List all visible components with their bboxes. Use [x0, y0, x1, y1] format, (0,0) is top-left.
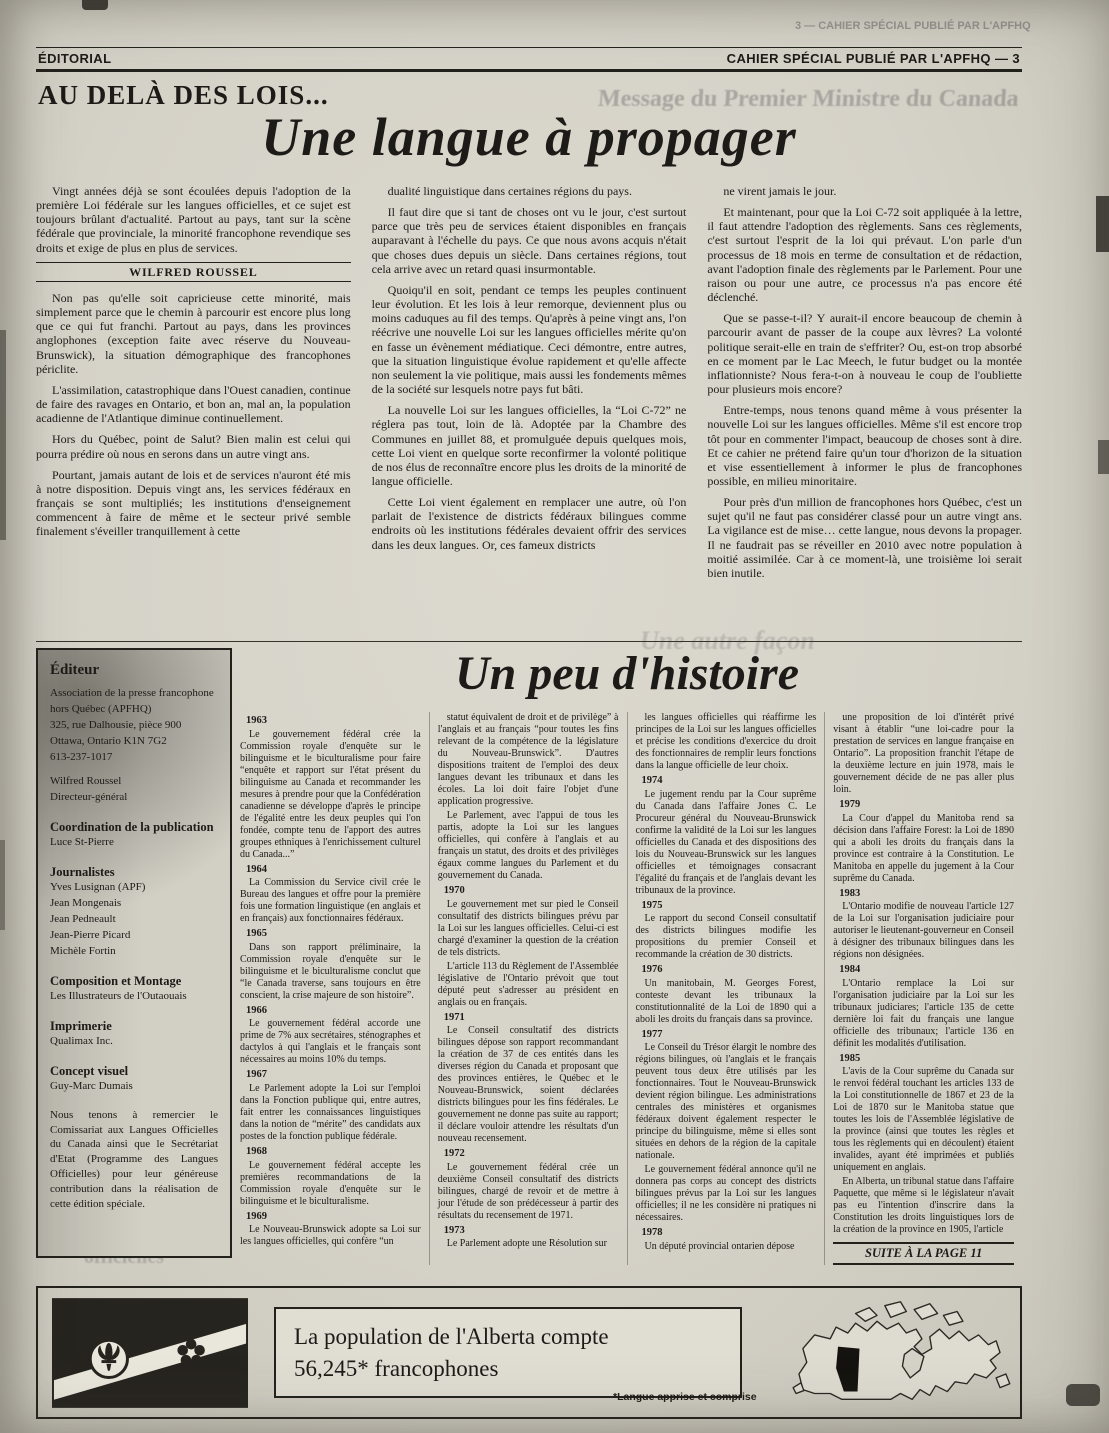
masthead — [36, 47, 1022, 72]
year-label: 1978 — [641, 1227, 663, 1239]
population-line-1: La population de l'Alberta compte — [294, 1324, 609, 1350]
population-banner — [36, 1286, 1022, 1419]
scan-artifact — [1098, 440, 1109, 474]
ghost-bleedthrough-text: Une autre façon — [640, 626, 815, 655]
history-column-1 — [232, 712, 429, 1265]
entry-text: Le gouvernement fédéral annonce qu'il ne donnera pas corps au concept des districts bilingues prévus par la Loi sur les langues officielles; il ne les considère ni pratiques ni nécessaires. — [635, 1164, 817, 1224]
entry-text: Le gouvernement fédéral crée un deuxième Conseil consultatif des districts bilingues, chargé de revoir et de mettre à jour l'étude de son prédécesseur à partir des résultats du recensement de 1971. — [437, 1161, 619, 1221]
entry-text: Le gouvernement fédéral accepte les premières recommandations de la Commission royale d'enquête sur le bilinguisme et le biculturalisme. — [240, 1159, 421, 1207]
year-label: 1963 — [246, 715, 267, 726]
population-text-panel — [274, 1307, 742, 1397]
year-label: 1975 — [641, 899, 663, 911]
history-entry — [438, 961, 619, 1009]
publisher-line: Directeur-général — [50, 791, 128, 804]
history-entry — [636, 1227, 817, 1253]
history-entry — [240, 864, 421, 926]
entry-text: Le gouvernement fédéral accorde une prime de 7% aux secrétaires, sténographes et dactylos à qui l'anglais et le français sont nécessaires au moins 10% du temps. — [240, 1018, 421, 1066]
history-entry — [833, 1176, 1014, 1236]
publisher-box — [36, 648, 232, 1258]
history-entry — [636, 1029, 817, 1163]
scan-artifact — [0, 330, 6, 540]
entry-text: Le Nouveau-Brunswick adopte sa Loi sur les langues officielles, qui confère “un — [240, 1224, 421, 1248]
publisher-line: Nous tenons à remercier le Comissariat aux Langues Officielles du Canada ainsi que le Secrétariat d'Etat (Programme des Langues Officielles) pour leur généreuse contribution dans la réalisation de cette édition spéciale. — [50, 1108, 218, 1210]
entry-text: statut équivalent de droit et de privilège” à l'anglais et au français “pour toutes les fins relevant de la compétence de la législature du Nouveau-Brunswick”. D'autres dispositions traitent de l'emploi des deux langues devant les tribunaux et dans les écoles. La loi doit faire l'objet d'une application progressive. — [437, 712, 619, 807]
entry-text: En Alberta, un tribunal statue dans l'affaire Paquette, que même si le législateur n'avait pas eu l'intention d'inscrire dans la Constitution les droits linguistiques lors de la création de la province en 1905, l'article — [833, 1176, 1014, 1236]
history-entry — [438, 1225, 619, 1251]
entry-text: Dans son rapport préliminaire, la Commission royale d'enquête sur le bilinguisme et le biculturalisme conclut que “le Canada traverse, sans toujours en être conscient, la crise majeure de son histoire”. — [240, 941, 421, 1001]
paragraph: Pour près d'un million de francophones hors Québec, c'est un sujet qu'il ne faut pas considérer classé pour un autre vingt ans. La vigilance est de mise… cette langue, nous devons la propager. Il ne faudrait pas se réveiller en 2010 avec notre population à moitié assimilée. Car à ce moment-là, une troisième loi serait bien inutile. — [707, 495, 1023, 580]
publisher-line: Éditeur — [50, 662, 100, 678]
paragraph: Il faut dire que si tant de choses ont vu le jour, c'est surtout parce que très peu de services étaient disponibles en français auparavant à l'échelle du pays. Ce que nous avons acquis n'était que choses dues depuis un siècle. Dans certaines régions, tout cela arrive avec un retard quasi insurmontable. — [371, 205, 687, 276]
history-entry — [438, 885, 619, 959]
history-column-4 — [824, 712, 1022, 1265]
paragraph: Pourtant, jamais autant de lois et de services n'auront été mis à notre disposition. Depuis vingt ans, les services fédéraux en français se sont multipliés; les institutions d'enseignement commencent à faire de même et le secteur privé semble finalement s'éveiller tranquillement à cette — [36, 467, 351, 539]
entry-text: Le Conseil du Trésor élargit le nombre des régions bilingues, où l'anglais et le français peuvent tous deux être utilisés par les fonctionnaires. Tout le Nouveau-Brunswick devient région bilingue. Les administrations centrales des ministères et organismes fédéraux doivent également respecter le principe du bilinguisme, même si elles sont situées en dehors de la région de la capitale nationale. — [635, 1042, 817, 1162]
editorial-column-2 — [372, 184, 687, 587]
editorial-body — [36, 184, 1022, 587]
paragraph: Vingt années déjà se sont écoulées depuis l'adoption de la première Loi fédérale sur les langues officielles, et ce sujet est toujours brûlant d'actualité. Partout au pays, tant sur la scène fédérale que provinciale, la minorité francophone revendique ses droits et exige de plus en plus de services. — [36, 184, 351, 255]
paragraph-list — [36, 291, 351, 539]
publisher-line: Michèle Fortin — [50, 945, 116, 957]
paragraph: Entre-temps, nous tenons quand même à vous présenter la nouvelle Loi sur les langues officielles. Même s'il est encore trop tôt pour en commenter l'impact, beaucoup de choses sont à dire. Et ce cahier ne prétend faire qu'un tour d'horizon de la situation et vise essentiellement à informer le plus de francophones possible, en milieu minoritaire. — [707, 403, 1023, 488]
paragraph: Quoiqu'il en soit, pendant ce temps les peuples continuent leur évolution. Et les lois à leur remorque, deviennent plus ou moins caduques au fil des temps. Qu'après à peine vingt ans, l'on réécrive une nouvelle Loi sur les langues officielles mérite qu'on en fasse un évènement médiatique. Ceci démontre, entre autres, que la situation linguistique évolue rapidement et qu'elle affecte non seulement la vie politique, mais aussi les fondements mêmes de la société sur lesquels notre pays fut bâti. — [371, 282, 687, 397]
year-label: 1979 — [839, 799, 861, 810]
history-entry — [636, 775, 817, 897]
publisher-line: Composition et Montage — [50, 973, 182, 988]
publisher-line: Yves Lusignan (APF) — [50, 881, 146, 894]
history-entry — [240, 1005, 421, 1067]
year-label: 1976 — [641, 964, 663, 976]
continued-on-page-note: SUITE À LA PAGE 11 — [833, 1242, 1014, 1265]
entry-text: Le jugement rendu par la Cour suprême du Canada dans l'affaire Jones C. Le Procureur général du Nouveau-Brunswick confirme la validité de la Loi sur les langues officielles du Canada et des dispositions des lois du Nouveau-Brunswick sur les langues officielles et témoignages consacrant l'égalité du français et de l'anglais devant les tribunaux de la province. — [635, 788, 817, 896]
year-label: 1977 — [641, 1028, 663, 1040]
history-column-2 — [429, 712, 627, 1265]
publisher-line: Les Illustrateurs de l'Outaouais — [50, 989, 187, 1002]
year-label: 1972 — [443, 1148, 465, 1160]
publisher-line: Luce St-Pierre — [50, 836, 114, 849]
entry-text: Le gouvernement met sur pied le Conseil consultatif des districts bilingues prévu par la Loi sur les langues officielles. Celui-ci est chargé d'examiner la question de la création de tels districts. — [437, 898, 619, 958]
cahier-label: CAHIER SPÉCIAL PUBLIÉ PAR L'APFHQ — 3 — [726, 51, 1020, 66]
year-label: 1973 — [443, 1224, 465, 1236]
publisher-line: Concept visuel — [50, 1063, 129, 1078]
scan-artifact — [1096, 196, 1109, 252]
year-label: 1984 — [839, 964, 861, 976]
entry-text: Le Parlement adopte la Loi sur l'emploi dans la Fonction publique qui, entre autres, fait entrer les connaissances linguistiques dans la notion de “mérite” des candidats aux postes de la fonction publique fédérale. — [240, 1082, 421, 1142]
history-entry — [240, 1069, 421, 1143]
history-entry — [240, 715, 421, 861]
entry-text: Le Parlement adopte une Résolution sur — [446, 1238, 607, 1250]
publisher-line: Guy-Marc Dumais — [50, 1079, 133, 1092]
entry-text: Le Parlement, avec l'appui de tous les partis, adopte la Loi sur les langues officielles, qui confère à l'anglais et au français un statut, des droits et des privilèges égaux comme langues du Parlement et du gouvernement du Canada. — [437, 810, 619, 881]
history-entry — [438, 1012, 619, 1146]
ghost-bleedthrough-headline: Message du Premier Ministre du Canada — [597, 86, 1020, 112]
publisher-line — [50, 765, 218, 774]
editorial-column-1 — [36, 184, 351, 587]
publisher-line: Association de la presse francophone hors Québec (APFHQ) — [50, 686, 214, 715]
history-entry — [438, 810, 619, 882]
history-timeline — [232, 712, 1022, 1265]
entry-text: L'Ontario modifie de nouveau l'article 127 de la Loi sur l'organisation judiciaire pour autoriser le lieutenant-gouverneur en Conseil à désigner des tribunaux bilingues dans les régions non désignées. — [833, 901, 1014, 961]
page-title: Une langue à propager — [261, 107, 797, 167]
year-label: 1965 — [246, 928, 267, 940]
kicker: AU DELÀ DES LOIS... — [38, 80, 329, 110]
entry-text: les langues officielles qui réaffirme les principes de la Loi sur les langues officielles et précise les conditions d'exercice du droit des fonctionnaires de remplir leurs fonctions dans la langue officielle de leur choix. — [635, 712, 817, 771]
section-label: ÉDITORIAL — [38, 51, 112, 66]
scan-artifact — [1066, 1384, 1100, 1406]
franco-albertan-flag-illustration — [52, 1297, 248, 1409]
paragraph: Que se passe-t-il? Y aurait-il encore beaucoup de chemin à parcourir avant de passer de la coupe aux lèvres? La volonté politique serait-elle en train de s'effriter? Ou, est-on trop absorbé en ce moment par le Lac Meech, le futur budget ou la montée inflationniste? Nous fera-t-on à nouveau le coup de l'oubliette pour plusieurs mois encore? — [707, 311, 1023, 397]
publisher-line: 613-237-1017 — [50, 750, 113, 763]
entry-text: L'article 113 du Règlement de l'Assemblée législative de l'Ontario prévoit que tout député peut s'adresser au président en anglais ou en français. — [437, 960, 619, 1008]
entry-text: Un député provincial ontarien dépose — [644, 1240, 795, 1252]
editorial-column-3 — [707, 184, 1022, 587]
history-entry — [240, 1146, 421, 1208]
paragraph: Non pas qu'elle soit capricieuse cette minorité, mais simplement parce que le chemin à parcourir est encore plus long que ce qui fut franchi. Partout au pays, dans les provinces anglophones (exception faite avec réserve du Nouveau-Brunswick), la situation démographique des francophones périclite. — [36, 290, 351, 376]
publisher-line: Jean Pedneault — [50, 913, 116, 926]
population-line-2: 56,245* francophones — [294, 1355, 499, 1381]
publisher-line: Journalistes — [50, 865, 115, 880]
fleur-de-lys-icon — [90, 1340, 127, 1377]
history-column-3 — [627, 712, 825, 1265]
footnote: *Langue apprise et comprise — [613, 1391, 757, 1403]
history-entry — [438, 712, 619, 808]
scan-artifact — [0, 840, 5, 930]
entry-text: L'Ontario remplace la Loi sur l'organisation judiciaire par la Loi sur les tribunaux judiciares; l'article 135 de cette dernière loi fait du français une langue officielle des tribunaux; l'article 136 en définit les modalités d'utilisation. — [833, 977, 1014, 1049]
history-title: Un peu d'histoire — [454, 647, 800, 700]
history-entry — [833, 799, 1014, 885]
publisher-line: 325, rue Dalhousie, pièce 900 — [50, 718, 182, 731]
history-entry-list — [833, 712, 1014, 1236]
entry-text: La Cour d'appel du Manitoba rend sa décision dans l'affaire Forest: la Loi de 1890 qui a aboli les droits du français dans la province est contraire à la Constitution. Le Manitoba en appelle du jugement à la Cour suprême du Canada. — [833, 812, 1014, 884]
publisher-line: Ottawa, Ontario K1N 7G2 — [50, 734, 167, 747]
history-entry — [240, 1211, 421, 1249]
year-label: 1969 — [246, 1210, 267, 1222]
entry-text: une proposition de loi d'intérêt privé visant à établir “une loi-cadre pour la prestation de services en langue française en Ontario”. La proposition franchit l'étape de la deuxième lecture en juin 1978, mais le gouvernement décide de ne pas aller plus loin. — [833, 712, 1014, 795]
year-label: 1967 — [246, 1069, 267, 1081]
history-entry — [636, 712, 817, 772]
paragraph: Et maintenant, pour que la Loi C-72 soit appliquée à la lettre, il faut attendre l'adoption des règlements. Sans ces règlements, c'est surtout l'esprit de la loi qui prévaut. L'on parle d'un processus de 18 mois en terme de consultation et de rédaction, avant l'adoption finale des règlements par le Parlement. Pour une raison ou pour une autre, ce processus n'a pas encore été déclenché. — [707, 205, 1023, 305]
history-entry — [636, 900, 817, 962]
publisher-line: Coordination de la publication — [50, 820, 214, 835]
history-entry — [833, 712, 1014, 796]
year-label: 1983 — [839, 887, 861, 899]
year-label: 1974 — [641, 775, 663, 786]
year-label: 1966 — [246, 1004, 267, 1016]
entry-text: L'avis de la Cour suprême du Canada sur le renvoi fédéral touchant les articles 133 de la Loi constitutionnelle de 1867 et 23 de la Loi de 1870 sur le Manitoba statue que toutes les lois de l'Assemblée législative de la province (ainsi que toutes les règles et tous les règlements qui en découlent) étaient invalides, ayant été imprimées et publiés uniquement en anglais. — [833, 1066, 1014, 1174]
publisher-line: Jean-Pierre Picard — [50, 929, 131, 942]
year-label: 1970 — [443, 885, 465, 896]
entry-text: Un manitobain, M. Georges Forest, conteste devant les tribunaux la constitutionnalité de la Loi de 1890 qui a aboli les droits du français dans sa province. — [635, 977, 817, 1025]
history-entry — [240, 928, 421, 1002]
year-label: 1964 — [246, 863, 267, 875]
publisher-line: Jean Mongenais — [50, 897, 122, 910]
paragraph: dualité linguistique dans certaines régions du pays. — [387, 184, 632, 198]
scan-artifact — [82, 0, 108, 10]
paragraph: L'assimilation, catastrophique dans l'Ouest canadien, continue de faire des ravages en Ontario, et bon an, mal an, la population acadienne de l'Atlantique diminue continuellement. — [36, 382, 351, 426]
history-entry — [833, 1053, 1014, 1175]
canada-map-illustration — [787, 1292, 1012, 1414]
year-label: 1971 — [443, 1011, 465, 1023]
history-entry — [833, 888, 1014, 962]
entry-text: Le rapport du second Conseil consultatif des districts bilingues modifie les propositions du premier Conseil et recommande la création de 30 districts. — [635, 913, 817, 961]
history-entry — [636, 964, 817, 1026]
paragraph: Cette Loi vient également en remplacer une autre, où l'on parlait de l'existence de districts fédéraux bilingues comme endroits où les institutions fédérales devaient offrir des services dans les deux langues. Or, ces fameux districts — [371, 495, 687, 552]
history-entry — [833, 964, 1014, 1050]
paragraph: ne virent jamais le jour. — [723, 184, 837, 198]
byline: WILFRED ROUSSEL — [36, 262, 351, 282]
publisher-line: Wilfred Roussel — [50, 775, 122, 788]
history-entry — [438, 1148, 619, 1222]
year-label: 1968 — [246, 1145, 267, 1157]
publisher-line: Qualimax Inc. — [50, 1034, 113, 1047]
entry-text: Le gouvernement fédéral crée la Commission royale d'enquête sur le bilinguisme et le biculturalisme pour faire “enquête et rapport sur l'état présent du bilinguisme au Canada et recommander les mesures à prendre pour que la Confédération canadienne se développe d'après le principe de l'égalité entre les deux peuples qui l'on fondée, compte tenu de l'apport des autres groupes ethniques à l'enrichissement culturel du Canada...” — [240, 728, 421, 860]
paragraph: La nouvelle Loi sur les langues officielles, la “Loi C-72” ne réglera pas tout, loin de là. Adoptée par la Chambre des Communes en juillet 88, et promulguée depuis quelques mois, cette Loi vient en quelque sorte reconfirmer la volonté politique de nos élus de reconnaître encore plus les droits de la minorité de langue officielle. — [371, 403, 687, 488]
history-entry — [636, 1164, 817, 1224]
year-label: 1985 — [839, 1052, 861, 1064]
paragraph: Hors du Québec, point de Salut? Bien malin est celui qui pourra prédire où nous en serons dans un autre vingt ans. — [36, 432, 351, 461]
publisher-line: Imprimerie — [50, 1018, 112, 1033]
entry-text: La Commission du Service civil crée le Bureau des langues et offre pour la première fois une formation linguistique (en anglais et en français) aux fonctionnaires fédéraux. — [240, 877, 421, 925]
section-divider — [36, 641, 1022, 642]
ghost-bleedthrough-text: 3 — CAHIER SPÉCIAL PUBLIÉ PAR L'APFHQ — [795, 20, 1031, 32]
entry-text: Le Conseil consultatif des districts bilingues dépose son rapport recommandant la création de 37 de ces entités dans les diverses région du Canada et proposant que des provinces entières, le Québec et le Nouveau-Brunswick, soient déclarées districts bilingues pour les fins fédérales. Le gouvernement ne donne pas suite au rapport; il déclare vouloir attendre les résultats d'un nouveau recensement. — [437, 1025, 619, 1145]
